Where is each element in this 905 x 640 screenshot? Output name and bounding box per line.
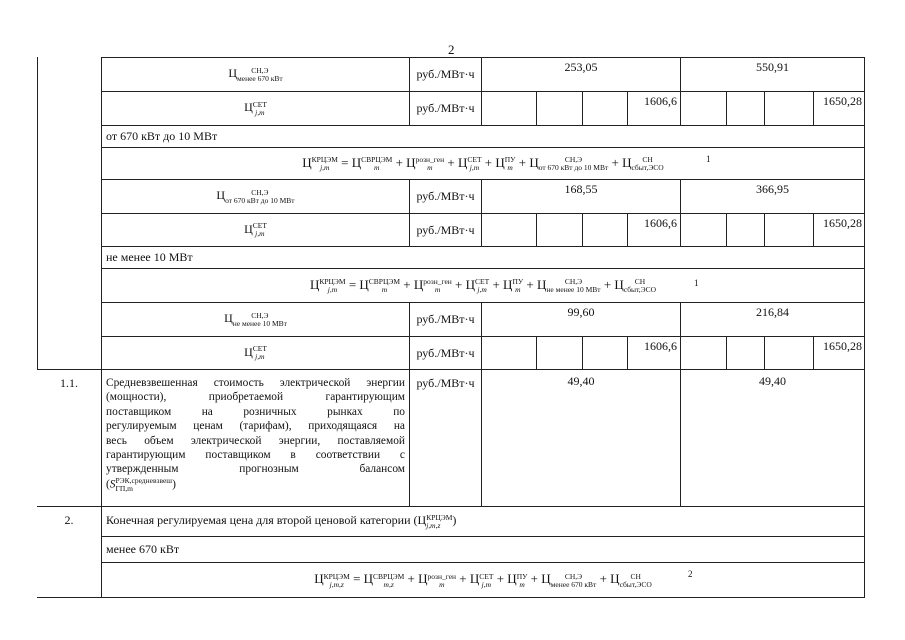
row-net-2-sub-1 <box>481 213 537 247</box>
row-cn-10-value-b: 216,84 <box>680 302 865 337</box>
formula-item-2-note: 2 <box>688 569 693 579</box>
row-net-3-value-b: 1650,28 <box>813 336 865 370</box>
row-net-2-label: Ц СЕТ j,m <box>101 213 410 247</box>
item-2-title-text: Конечная регулируемая цена для второй ценовой категории <box>106 513 411 528</box>
row-cn-less-670-value-b: 550,91 <box>680 57 865 92</box>
item-1-1-desc-line: (мощности), приобретаемой гарантирующим <box>106 391 405 404</box>
row-net-1-unit: руб./МВт·ч <box>409 91 482 126</box>
row-cn-670-10-label: Ц СН,Э от 670 кВт до 10 МВт <box>101 179 410 214</box>
item-1-1-desc-symbol: (S РЭК,средневзвеш ГП,m ) <box>106 475 176 493</box>
item-1-1-number-cell <box>37 369 102 507</box>
item-1-1-description <box>101 369 410 507</box>
formula-670-10: Ц КРЦЭМ j,m = Ц СВРЦЭМ m + Ц розн_ген m + Ц СЕТ j,m + Ц ПУ m + Ц СН,Э от 670 кВт до 10 МВт + Ц СН сбыт,ЭСО <box>101 147 865 180</box>
item-1-1-value-b: 49,40 <box>680 369 865 507</box>
item-2-title: Конечная регулируемая цена для второй ценовой категории (Ц КРЦЭМ j,m,z ) <box>101 506 865 537</box>
section-670-10-heading: от 670 кВт до 10 МВт <box>101 125 865 148</box>
row-net-2-sub-3 <box>582 213 628 247</box>
row-net-2-sub-6 <box>726 213 765 247</box>
row-net-3-sub-3 <box>582 336 628 370</box>
formula-item-2: Ц КРЦЭМ j,m,z = Ц СВРЦЭМ m,z + Ц розн_ген m + Ц СЕТ j,m + Ц ПУ m + Ц СН,Э менее 670 кВт + Ц СН сбыт,ЭСО <box>101 562 865 598</box>
row-net-3-value-a: 1606,6 <box>627 336 681 370</box>
row-net-3-sub-6 <box>726 336 765 370</box>
row-net-1-value-b: 1650,28 <box>813 91 865 126</box>
row-net-1-label: Ц СЕТ j,m <box>101 91 410 126</box>
item-2-number: 2. <box>64 513 74 527</box>
row-net-3-label: Ц СЕТ j,m <box>101 336 410 370</box>
item-2-sub-section: менее 670 кВт <box>101 536 865 563</box>
item-1-1-desc-line: утвержденным прогнозным балансом <box>106 463 405 476</box>
row-net-3-sub-2 <box>536 336 583 370</box>
formula-670-10-note: 1 <box>706 154 711 164</box>
row-net-1-sub-7 <box>764 91 814 126</box>
item-1-1-desc-line: гарантирующим поставщиком в соответствии с <box>106 449 405 462</box>
item-1-1-desc-line: поставщиком на розничных рынках по <box>106 405 405 418</box>
row-net-2-value-b: 1650,28 <box>813 213 865 247</box>
row-net-2-sub-2 <box>536 213 583 247</box>
row-cn-less-670-label: Ц СН,Э менее 670 кВт <box>101 57 410 92</box>
item-1-1-unit: руб./МВт·ч <box>409 369 482 507</box>
row-net-3-sub-1 <box>481 336 537 370</box>
row-net-1-sub-2 <box>536 91 583 126</box>
page-number: 2 <box>448 42 455 57</box>
item-1-1-desc-line: весь объем электрической энергии, поставляемой <box>106 434 405 447</box>
row-cn-less-670-unit: руб./МВт·ч <box>409 57 482 92</box>
row-net-1-value-a: 1606,6 <box>627 91 681 126</box>
row-net-1-sub-5 <box>680 91 727 126</box>
row-net-1-sub-3 <box>582 91 628 126</box>
item-1-1-number: 1.1. <box>60 376 78 390</box>
row-cn-670-10-value-a: 168,55 <box>481 179 681 214</box>
row-net-2-sub-7 <box>764 213 814 247</box>
row-cn-10-value-a: 99,60 <box>481 302 681 337</box>
item-1-1-value-a: 49,40 <box>481 369 681 507</box>
row-net-2-sub-5 <box>680 213 727 247</box>
row-net-2-unit: руб./МВт·ч <box>409 213 482 247</box>
left-margin-bottom-rule <box>37 597 102 598</box>
item-1-1-desc-line: Средневзвешенная стоимость электрической энергии <box>106 377 405 389</box>
formula-10-note: 1 <box>694 278 699 288</box>
section-10-heading: не менее 10 МВт <box>101 246 865 269</box>
row-net-1-sub-1 <box>481 91 537 126</box>
item-1-1-desc-line: регулируемым ценам (тарифам), приходящаяся на <box>106 420 405 433</box>
row-cn-670-10-value-b: 366,95 <box>680 179 865 214</box>
row-net-2-value-a: 1606,6 <box>627 213 681 247</box>
row-net-3-unit: руб./МВт·ч <box>409 336 482 370</box>
row-cn-10-label: Ц СН,Э не менее 10 МВт <box>101 302 410 337</box>
row-net-1-sub-6 <box>726 91 765 126</box>
item-2-number-cell <box>37 506 102 598</box>
row-net-3-sub-5 <box>680 336 727 370</box>
row-cn-less-670-value-a: 253,05 <box>481 57 681 92</box>
row-cn-10-unit: руб./МВт·ч <box>409 302 482 337</box>
formula-10: Ц КРЦЭМ j,m = Ц СВРЦЭМ m + Ц розн_ген m + Ц СЕТ j,m + Ц ПУ m + Ц СН,Э не менее 10 МВт + Ц СН сбыт,ЭСО <box>101 268 865 303</box>
row-net-3-sub-7 <box>764 336 814 370</box>
row-cn-670-10-unit: руб./МВт·ч <box>409 179 482 214</box>
